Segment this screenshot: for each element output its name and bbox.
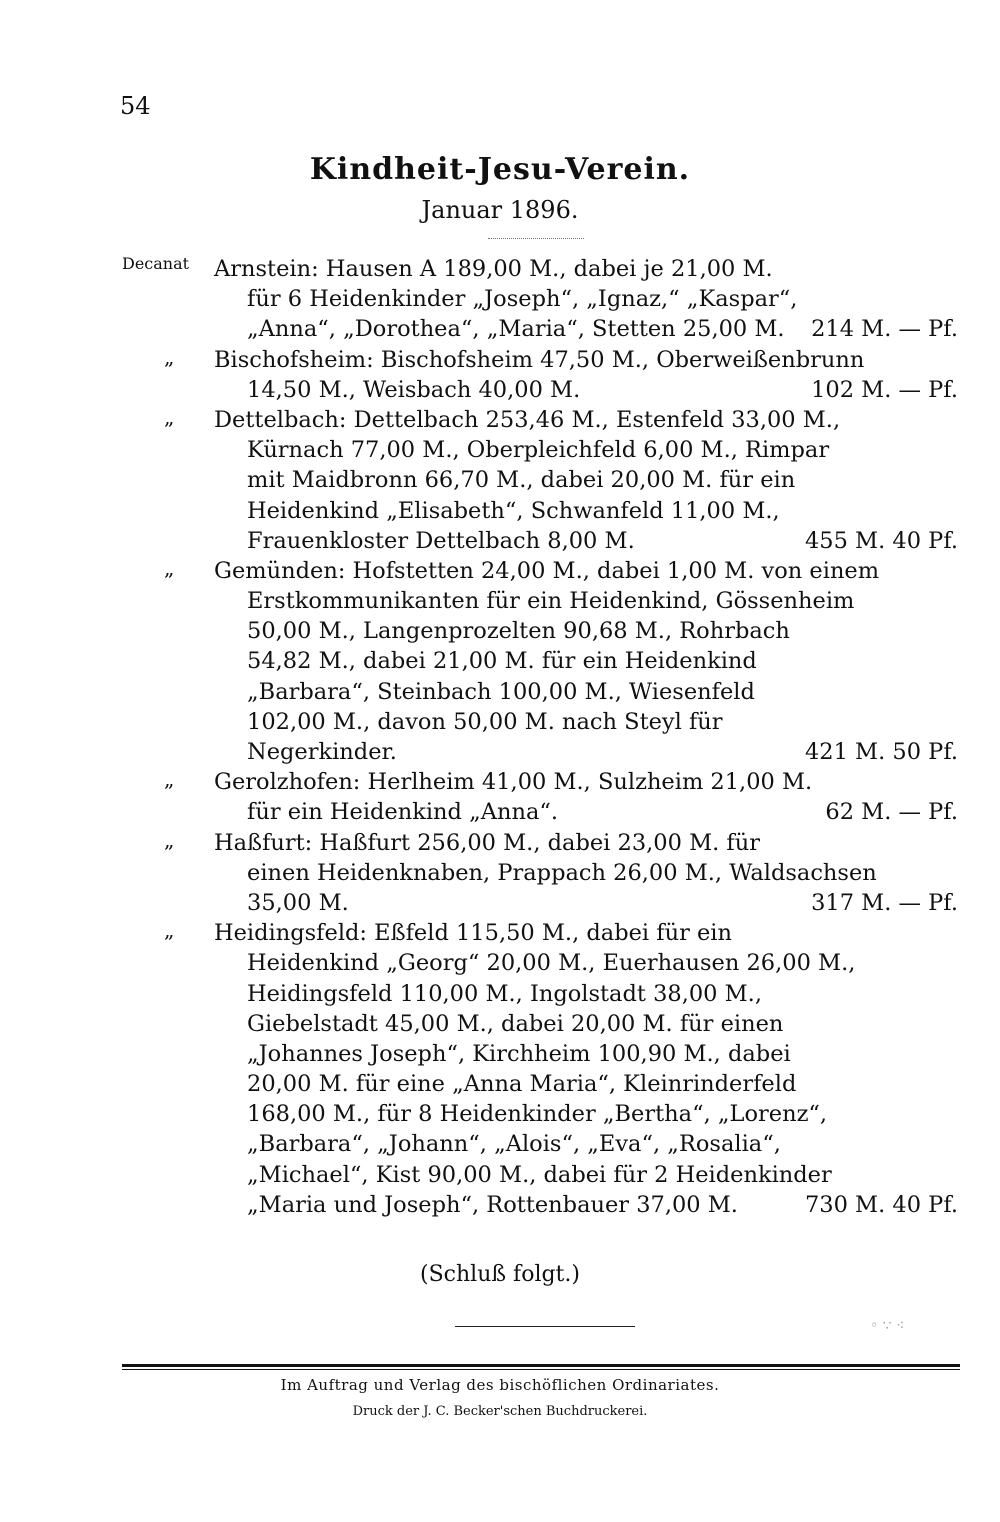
footer-publisher: Im Auftrag und Verlag des bischöflichen Ordinariates. <box>280 1376 720 1394</box>
entry-amount: 421 M. 50 Pf. <box>804 739 958 765</box>
entry-amount: 455 M. 40 Pf. <box>804 527 958 554</box>
entry-line: mit Maidbronn 66,70 M., dabei 20,00 M. für ein <box>247 467 796 494</box>
entry-line: 20,00 M. für eine „Anna Maria“, Kleinrinderfeld <box>247 1071 797 1098</box>
footer-rule-thin <box>122 1369 960 1370</box>
ditto-mark: „ <box>164 918 175 943</box>
entry <box>0 405 1000 556</box>
entry-amount: 102 M. — Pf. <box>811 376 958 403</box>
entries-list <box>0 254 1000 1220</box>
entry-amount: 214 M. — Pf. <box>811 316 958 343</box>
entry <box>0 556 1000 767</box>
entry-line: Bischofsheim: Bischofsheim 47,50 M., Oberweißenbrunn <box>214 346 865 373</box>
entry-line: Heidingsfeld 110,00 M., Ingolstadt 38,00 M., <box>247 980 762 1007</box>
title-divider <box>488 238 584 239</box>
entry-line: Heidenkind „Georg“ 20,00 M., Euerhausen 26,00 M., <box>247 950 856 977</box>
ditto-mark: „ <box>164 767 175 792</box>
entry-line: für 6 Heidenkinder „Joseph“, „Ignaz,“ „Kaspar“, <box>247 286 798 313</box>
entry <box>0 767 1000 827</box>
entry-line: Erstkommunikanten für ein Heidenkind, Gössenheim <box>247 588 855 615</box>
footer-rule-thick <box>122 1364 960 1367</box>
entry-line: Giebelstadt 45,00 M., dabei 20,00 M. für einen <box>247 1010 784 1037</box>
entry-line: Gemünden: Hofstetten 24,00 M., dabei 1,00 M. von einem <box>214 557 880 584</box>
entry-line: Gerolzhofen: Herlheim 41,00 M., Sulzheim 21,00 M. <box>214 769 813 796</box>
entry-line: 54,82 M., dabei 21,00 M. für ein Heidenkind <box>247 648 757 675</box>
entry <box>0 254 1000 345</box>
page-title: Kindheit-Jesu-Verein. <box>309 152 691 187</box>
entry-line: für ein Heidenkind „Anna“. <box>247 799 559 826</box>
entry <box>0 918 1000 1220</box>
entry-line: „Johannes Joseph“, Kirchheim 100,90 M., dabei <box>247 1040 791 1067</box>
closing-note: (Schluß folgt.) <box>420 1262 580 1287</box>
ditto-mark: „ <box>164 344 175 369</box>
entry <box>0 345 1000 405</box>
entry-line: „Barbara“, Steinbach 100,00 M., Wiesenfeld <box>247 678 755 705</box>
entry-line: „Anna“, „Dorothea“, „Maria“, Stetten 25,00 M. <box>247 316 785 343</box>
page-subtitle: Januar 1896. <box>421 196 579 224</box>
entry-line: Kürnach 77,00 M., Oberpleichfeld 6,00 M., Rimpar <box>247 437 830 464</box>
entry-line: Dettelbach: Dettelbach 253,46 M., Estenfeld 33,00 M., <box>214 406 841 433</box>
ditto-mark: „ <box>164 827 175 852</box>
marginal-mark: ◦ ∵ ⁖ <box>870 1318 905 1334</box>
footer-printer: Druck der J. C. Becker'schen Buchdruckerei. <box>352 1404 648 1419</box>
entry-line: Heidingsfeld: Eßfeld 115,50 M., dabei für ein <box>214 920 732 947</box>
page-number: 54 <box>120 92 151 120</box>
entry-line: „Michael“, Kist 90,00 M., dabei für 2 Heidenkinder <box>247 1161 832 1188</box>
entry-line: „Maria und Joseph“, Rottenbauer 37,00 M. <box>247 1191 738 1218</box>
entry-line: 102,00 M., davon 50,00 M. nach Steyl für <box>247 708 723 735</box>
entry-line: Frauenkloster Dettelbach 8,00 M. <box>247 527 635 554</box>
entry-line: Negerkinder. <box>247 739 397 765</box>
entry-amount: 62 M. — Pf. <box>825 799 958 826</box>
entry-line: einen Heidenknaben, Prappach 26,00 M., Waldsachsen <box>247 859 877 886</box>
entry-line: Haßfurt: Haßfurt 256,00 M., dabei 23,00 M. für <box>214 829 760 856</box>
entry-line: 14,50 M., Weisbach 40,00 M. <box>247 376 581 403</box>
entry-amount: 317 M. — Pf. <box>811 889 958 916</box>
ditto-mark: „ <box>164 404 175 429</box>
entry-line: 168,00 M., für 8 Heidenkinder „Bertha“, „Lorenz“, <box>247 1101 828 1128</box>
entry-label: Decanat <box>122 254 190 273</box>
ditto-mark: „ <box>164 555 175 580</box>
closing-divider <box>455 1326 635 1327</box>
entry-amount: 730 M. 40 Pf. <box>804 1191 958 1218</box>
entry <box>0 828 1000 919</box>
entry-line: 35,00 M. <box>247 889 349 916</box>
entry-line: „Barbara“, „Johann“, „Alois“, „Eva“, „Rosalia“, <box>247 1131 781 1158</box>
entry-line: 50,00 M., Langenprozelten 90,68 M., Rohrbach <box>247 618 790 645</box>
entry-line: Heidenkind „Elisabeth“, Schwanfeld 11,00 M., <box>247 497 780 524</box>
entry-line: Arnstein: Hausen A 189,00 M., dabei je 21,00 M. <box>214 256 773 282</box>
